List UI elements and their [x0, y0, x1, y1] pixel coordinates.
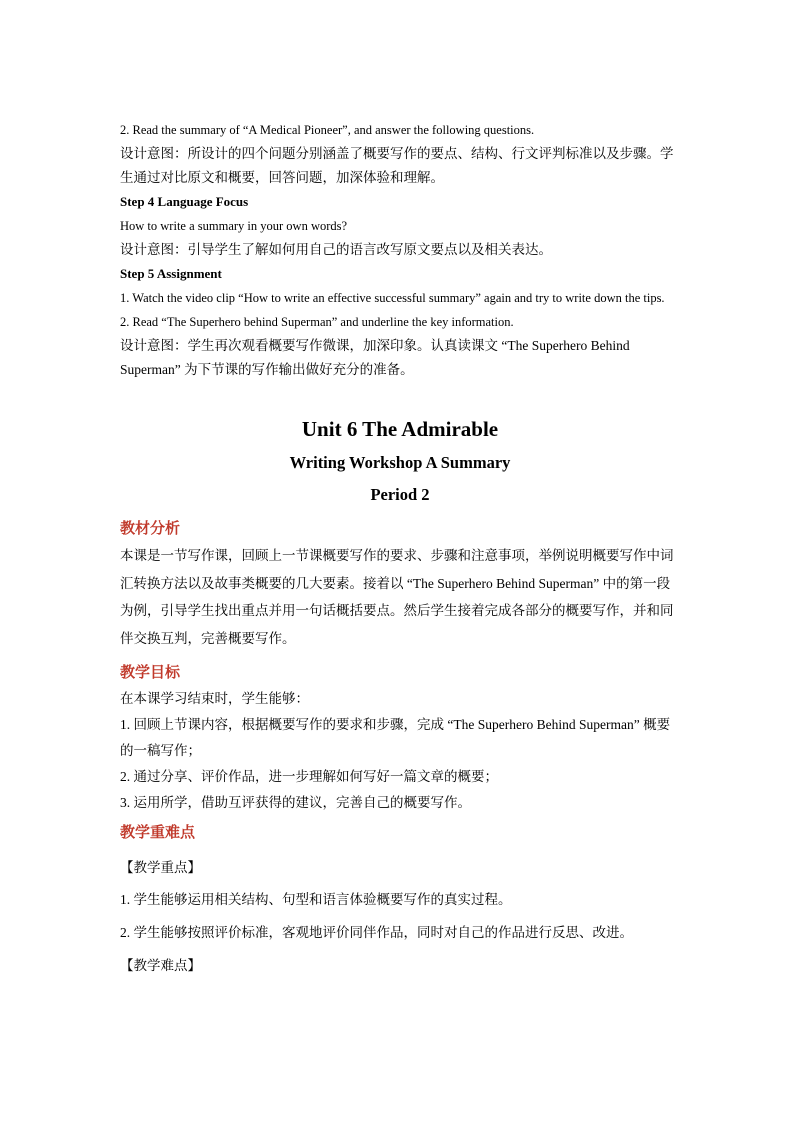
analysis-text: 本课是一节写作课，回顾上一节课概要写作的要求、步骤和注意事项，举例说明概要写作中词汇转换方法以及故事类概要的几大要素。接着以 “The Superhero Behind Superman” 中的第一段为例，引导学生找出重点并用一句话概括要点。然后学生接着完成各部分的概要写作，并和同伴交换互判，完善概要写作。 — [120, 548, 674, 646]
analysis-heading: 教材分析 — [120, 519, 181, 537]
focus-item: 1. 学生能够运用相关结构、句型和语言体验概要写作的真实过程。 — [120, 892, 512, 907]
unit-title: Unit 6 The Admirable — [301, 417, 499, 441]
objective-item: 3. 运用所学，借助互评获得的建议，完善自己的概要写作。 — [120, 795, 471, 810]
focus-item: 2. 学生能够按照评价标准，客观地评价同伴作品，同时对自己的作品进行反思、改进。 — [120, 925, 633, 940]
difficulty-label: 【教学难点】 — [120, 958, 201, 973]
question-2: 2. Read the summary of “A Medical Pioneer”, and answer the following questions. — [120, 123, 535, 137]
objective-item: 1. 回顾上节课内容，根据概要写作的要求和步骤，完成 “The Superhero Behind Superman” 概要的一稿写作； — [120, 717, 671, 758]
step-4-heading: Step 4 Language Focus — [120, 194, 249, 209]
objectives-intro: 在本课学习结束时，学生能够： — [120, 691, 309, 706]
step-4-intent: 设计意图：引导学生了解如何用自己的语言改写原文要点以及相关表达。 — [120, 242, 552, 257]
step-4-question: How to write a summary in your own words? — [120, 219, 348, 233]
keypoints-heading: 教学重难点 — [120, 823, 196, 841]
question-2-intent: 设计意图：所设计的四个问题分别涵盖了概要写作的要点、结构、行文评判标准以及步骤。学生通过对比原文和概要，回答问题，加深体验和理解。 — [120, 146, 674, 185]
document-page — [120, 118, 680, 986]
focus-label: 【教学重点】 — [120, 860, 201, 875]
objective-item: 2. 通过分享、评价作品，进一步理解如何写好一篇文章的概要； — [120, 769, 498, 784]
objectives-heading: 教学目标 — [120, 663, 181, 681]
step-5-heading: Step 5 Assignment — [120, 266, 222, 281]
step-5-intent: 设计意图：学生再次观看概要写作微课，加深印象。认真读课文 “The Superhero Behind Superman” 为下节课的写作输出做好充分的准备。 — [120, 338, 630, 377]
lesson-subtitle: Writing Workshop A Summary — [289, 453, 511, 472]
assignment-2: 2. Read “The Superhero behind Superman” and underline the key information. — [120, 315, 514, 329]
assignment-1: 1. Watch the video clip “How to write an effective successful summary” again and try to write down the tips. — [120, 291, 665, 305]
period-title: Period 2 — [370, 485, 430, 504]
